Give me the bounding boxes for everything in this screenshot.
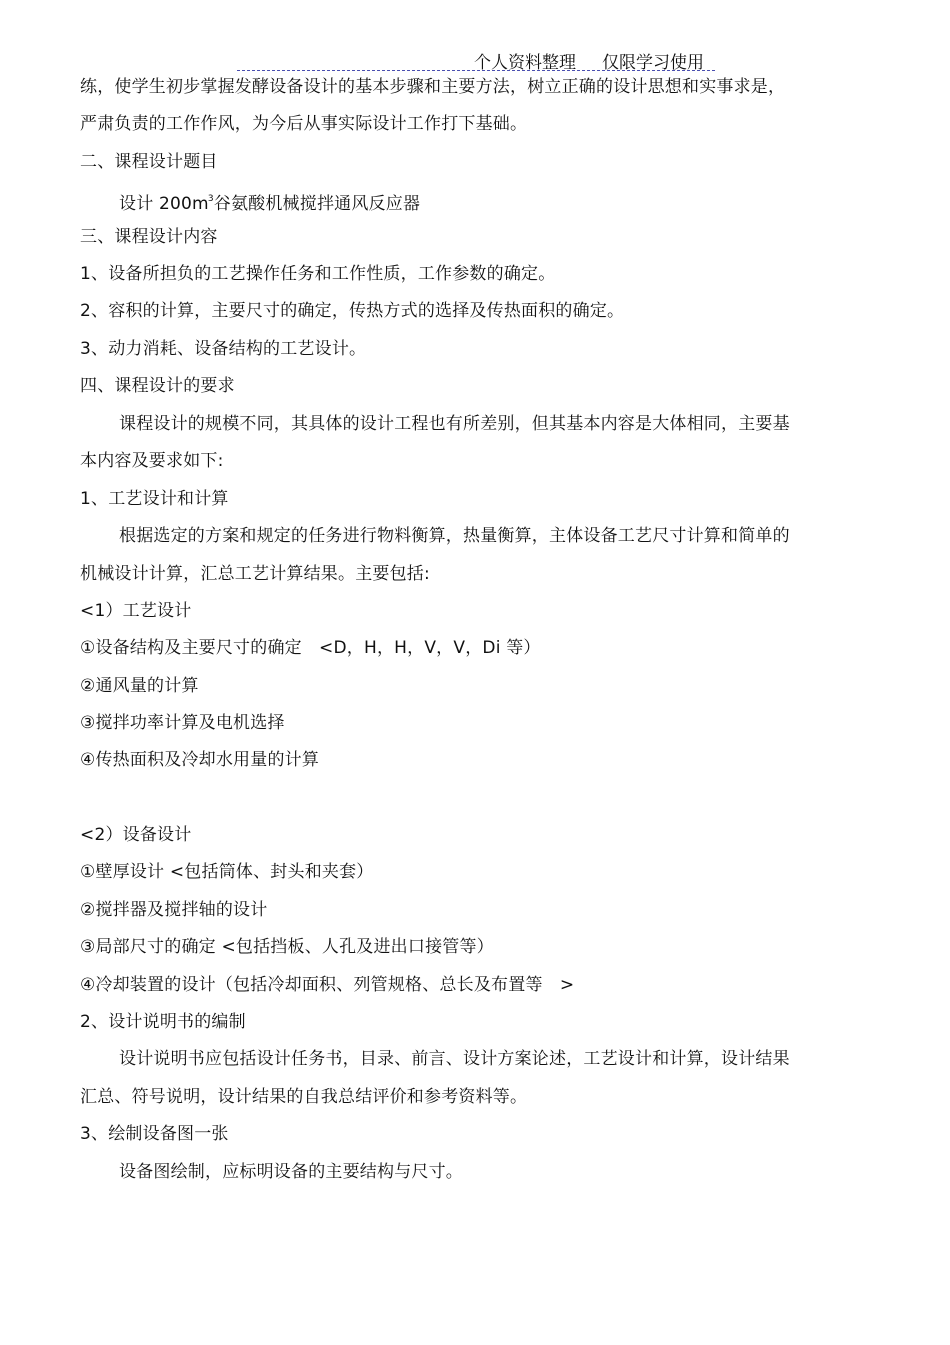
- list-item: ①壁厚设计 <包括筒体、封头和夹套）: [80, 862, 374, 882]
- section-heading: 四、课程设计的要求: [80, 376, 235, 396]
- superscript: 3: [207, 194, 214, 204]
- body-line: 课程设计的规模不同，其具体的设计工程也有所差别，但其基本内容是大体相同，主要基: [119, 414, 790, 434]
- design-title: [119, 188, 420, 215]
- list-item: 2、容积的计算，主要尺寸的确定，传热方式的选择及传热面积的确定。: [80, 301, 625, 321]
- body-line: 汇总、符号说明，设计结果的自我总结评价和参考资料等。: [80, 1087, 528, 1107]
- list-item: ④传热面积及冷却水用量的计算: [80, 750, 320, 770]
- body-line: 练，使学生初步掌握发酵设备设计的基本步骤和主要方法，树立正确的设计思想和实事求是，: [80, 77, 786, 97]
- body-line: 本内容及要求如下:: [80, 451, 224, 471]
- body-line: 设计说明书应包括设计任务书，目录、前言、设计方案论述，工艺设计和计算，设计结果: [119, 1049, 790, 1069]
- list-item: 3、动力消耗、设备结构的工艺设计。: [80, 339, 367, 359]
- sub-heading: 1、工艺设计和计算: [80, 489, 229, 509]
- section-heading: 三、课程设计内容: [80, 227, 218, 247]
- sub-heading: 3、绘制设备图一张: [80, 1124, 229, 1144]
- list-item: 1、设备所担负的工艺操作任务和工作性质，工作参数的确定。: [80, 264, 556, 284]
- list-item: ①设备结构及主要尺寸的确定 <D，H，H，V，V，Di 等）: [80, 638, 541, 658]
- section-heading: 二、课程设计题目: [80, 152, 218, 172]
- list-item: ③局部尺寸的确定 <包括挡板、人孔及进出口接管等）: [80, 937, 494, 957]
- design-title-text: 设计 200m: [119, 194, 209, 214]
- sub-heading: 2、设计说明书的编制: [80, 1012, 246, 1032]
- list-item: ②搅拌器及搅拌轴的设计: [80, 900, 268, 920]
- sub-heading: <2）设备设计: [80, 825, 192, 845]
- list-item: ④冷却装置的设计（包括冷却面积、列管规格、总长及布置等 >: [80, 975, 575, 995]
- sub-heading: <1）工艺设计: [80, 601, 192, 621]
- header-right-text: 仅限学习使用: [602, 53, 704, 73]
- body-line: 机械设计计算，汇总工艺计算结果。主要包括:: [80, 564, 430, 584]
- design-title-rest: 谷氨酸机械搅拌通风反应器: [213, 194, 421, 214]
- body-line: 根据选定的方案和规定的任务进行物料衡算，热量衡算，主体设备工艺尺寸计算和简单的: [119, 526, 790, 546]
- header-left-text: 个人资料整理: [474, 53, 576, 73]
- list-item: ③搅拌功率计算及电机选择: [80, 713, 285, 733]
- list-item: ②通风量的计算: [80, 676, 199, 696]
- body-line: 严肃负责的工作作风，为今后从事实际设计工作打下基础。: [80, 114, 528, 134]
- page-header: [237, 48, 715, 71]
- body-line: 设备图绘制，应标明设备的主要结构与尺寸。: [119, 1162, 463, 1182]
